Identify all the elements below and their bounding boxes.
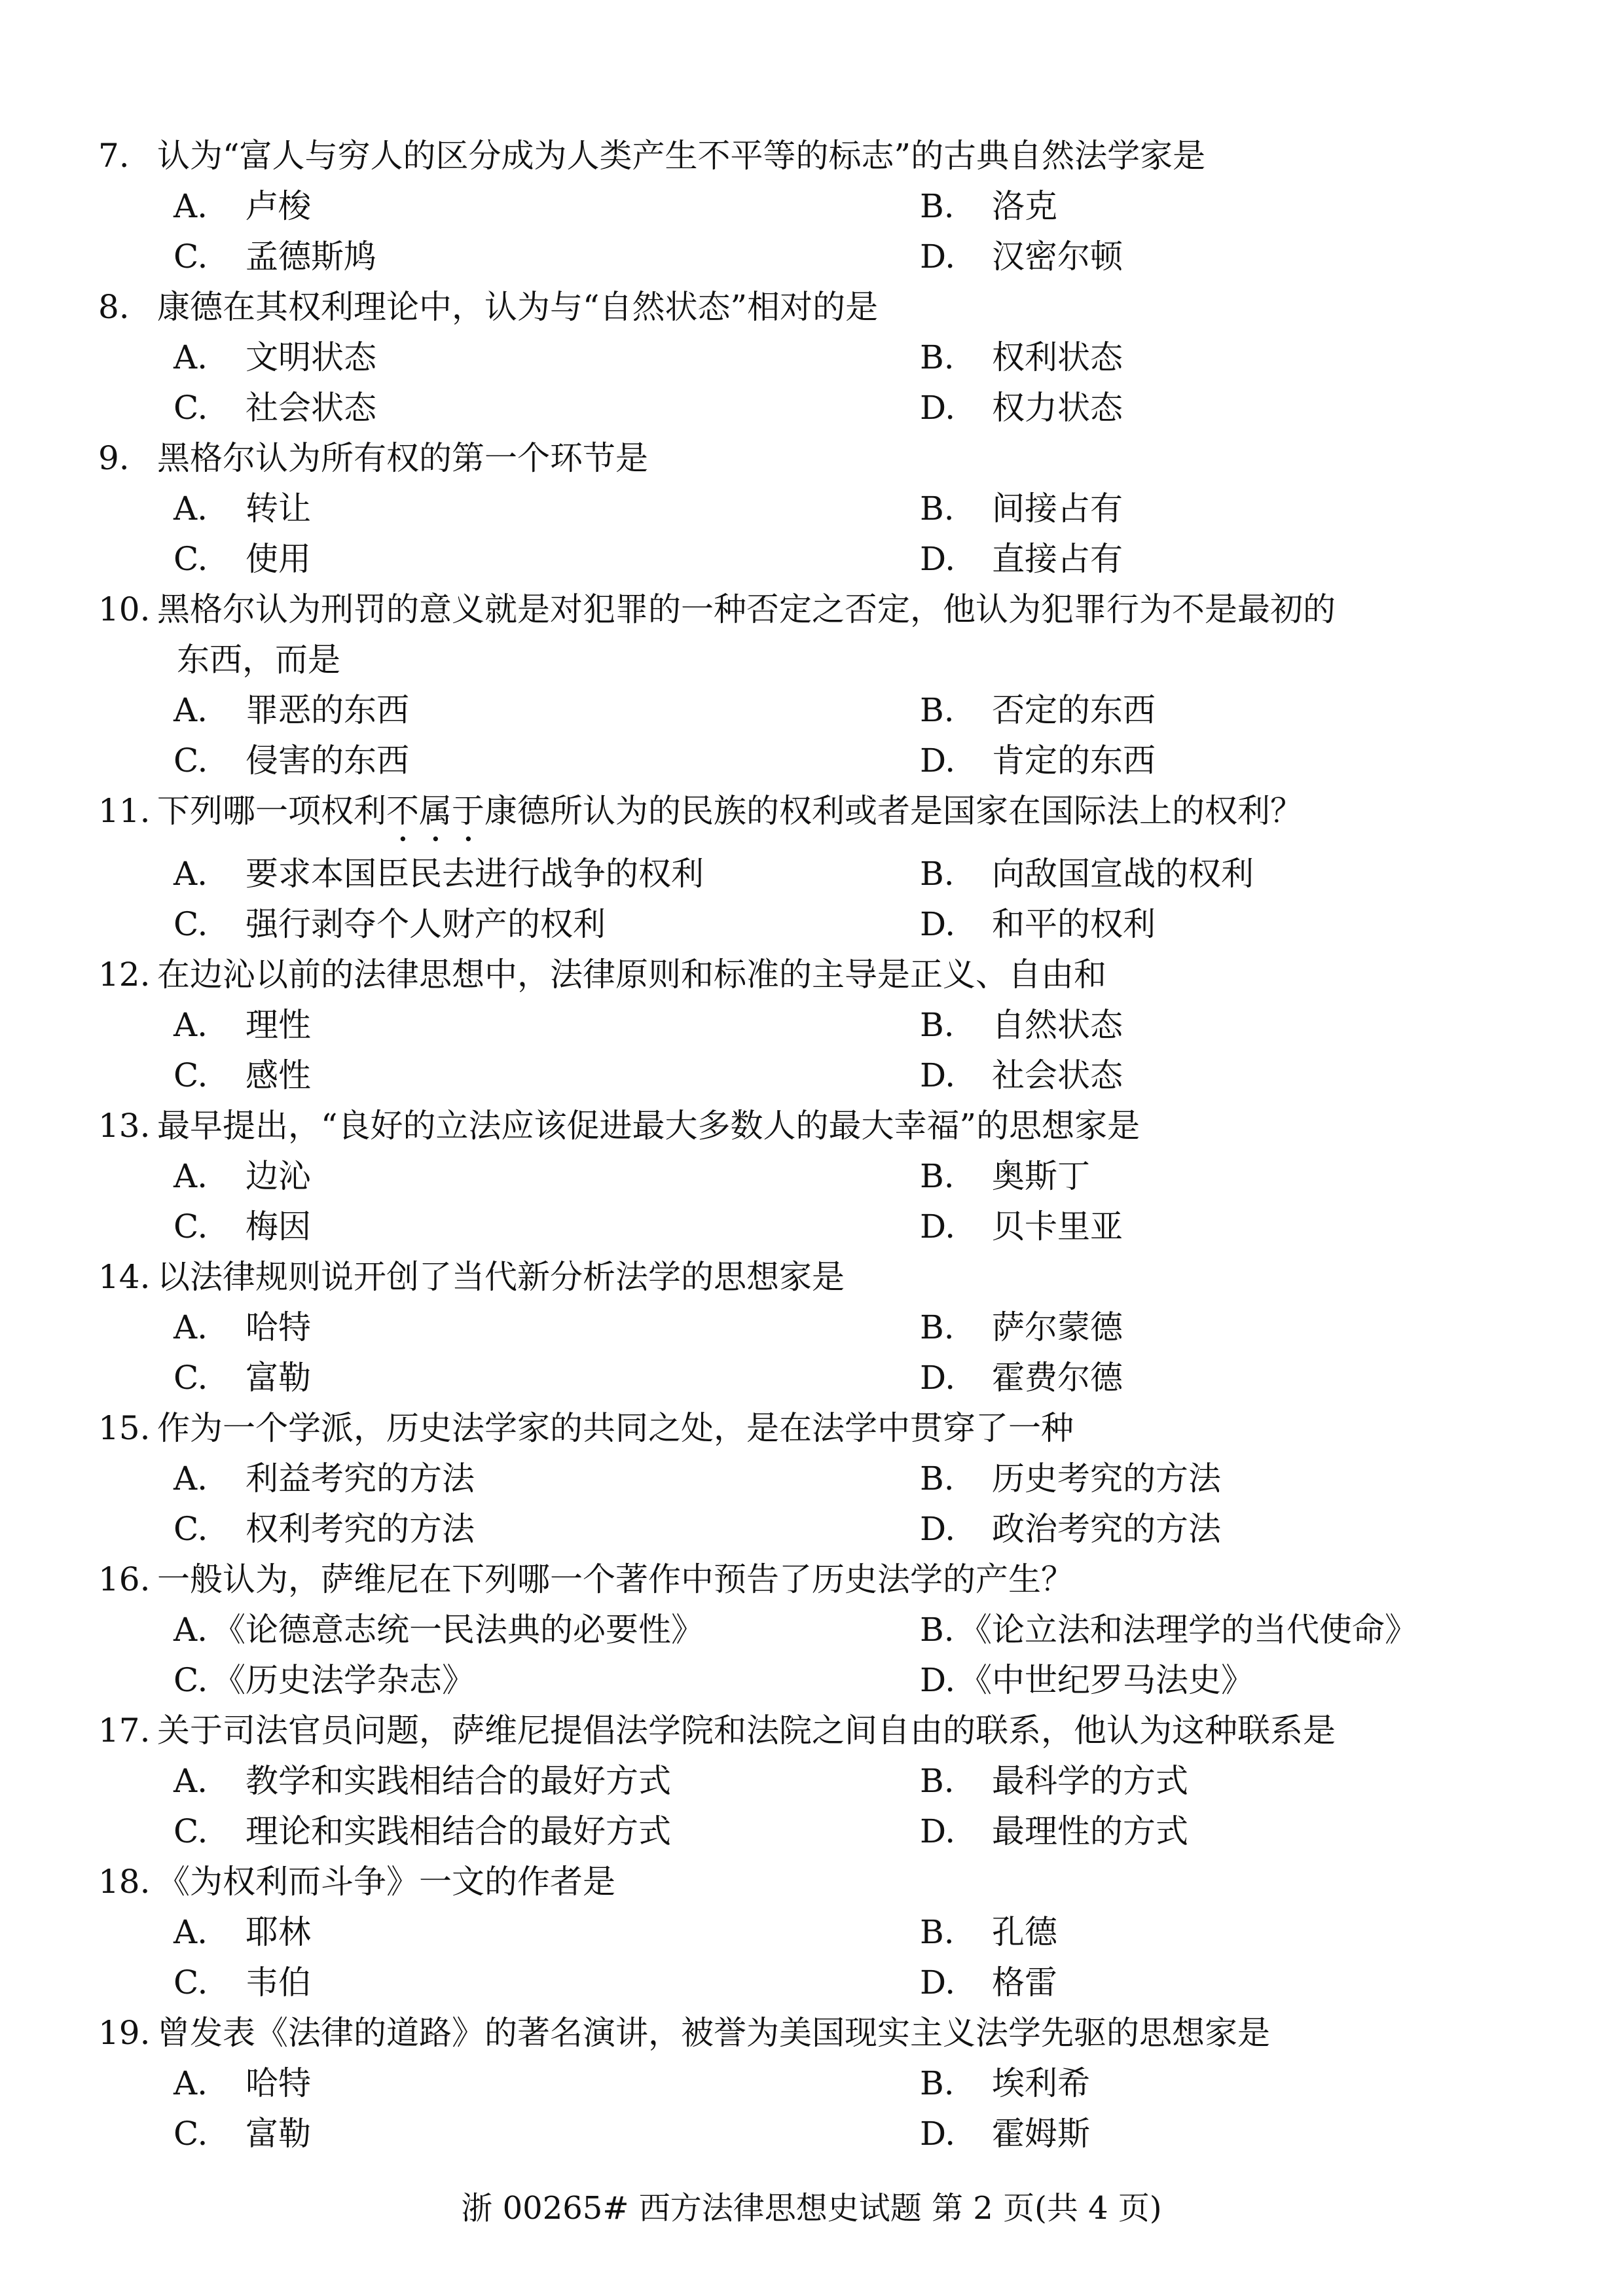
- option-letter: B.: [920, 1913, 955, 1951]
- question-text: 关于司法官员问题，萨维尼提倡法学院和法院之间自由的联系，他认为这种联系是: [157, 1712, 1336, 1749]
- option-text: 《历史法学杂志》: [213, 1661, 475, 1699]
- option-letter: A.: [173, 1460, 208, 1498]
- option-c: [173, 1050, 920, 1101]
- option-a: [173, 484, 920, 534]
- exam-page: [98, 131, 1525, 2159]
- option-text: 萨尔蒙德: [992, 1308, 1123, 1346]
- question-text: 黑格尔认为所有权的第一个环节是: [157, 439, 648, 477]
- option-b: [920, 1151, 1601, 1202]
- question-12: [98, 950, 1525, 1101]
- option-letter: B.: [920, 1308, 955, 1346]
- option-letter: B.: [920, 1006, 955, 1044]
- option-c: [173, 232, 920, 282]
- option-text: 哈特: [246, 1308, 311, 1346]
- option-text: 直接占有: [992, 540, 1123, 578]
- option-text: 使用: [246, 540, 311, 578]
- option-letter: C.: [173, 1359, 208, 1397]
- question-number: 9.: [98, 439, 130, 477]
- question-9: [98, 433, 1525, 584]
- option-c: [173, 736, 920, 786]
- option-letter: D.: [920, 905, 956, 943]
- option-text: 韦伯: [246, 1964, 311, 2001]
- question-text: 康德在其权利理论中，认为与“自然状态”相对的是: [157, 288, 879, 326]
- option-text: 社会状态: [992, 1056, 1123, 1094]
- question-11: [98, 786, 1525, 950]
- option-d: [920, 1504, 1601, 1554]
- question-text: 曾发表《法律的道路》的著名演讲，被誉为美国现实主义法学先驱的思想家是: [157, 2014, 1270, 2052]
- option-letter: A.: [173, 1913, 208, 1951]
- option-letter: D.: [920, 1510, 956, 1548]
- option-letter: A.: [173, 691, 208, 729]
- question-number: 14.: [98, 1258, 151, 1296]
- option-text: 富勒: [246, 1359, 311, 1397]
- option-text: 奥斯丁: [992, 1157, 1090, 1195]
- option-d: [920, 1353, 1601, 1403]
- option-letter: B.: [920, 1157, 955, 1195]
- option-b: [920, 1756, 1601, 1806]
- question-text: 认为“富人与穷人的区分成为人类产生不平等的标志”的古典自然法学家是: [157, 137, 1206, 175]
- option-letter: D.: [920, 1359, 956, 1397]
- option-letter: A.: [173, 1611, 208, 1649]
- option-letter: D.: [920, 540, 956, 578]
- option-d: [920, 1806, 1601, 1857]
- question-18: [98, 1857, 1525, 2008]
- option-c: [173, 383, 920, 433]
- option-text: 《中世纪罗马法史》: [959, 1661, 1254, 1699]
- question-number: 18.: [98, 1863, 151, 1901]
- option-a: [173, 685, 920, 736]
- question-number: 17.: [98, 1712, 151, 1749]
- option-b: [920, 2058, 1601, 2109]
- option-text: 孟德斯鸠: [246, 238, 376, 276]
- question-16: [98, 1554, 1525, 1706]
- question-text-post: 康德所认为的民族的权利或者是国家在国际法上的权利？: [484, 792, 1303, 830]
- question-text: 在边沁以前的法律思想中，法律原则和标准的主导是正义、自由和: [157, 956, 1106, 994]
- option-d: [920, 1202, 1601, 1252]
- option-letter: C.: [173, 1964, 208, 2001]
- option-text: 理性: [246, 1006, 311, 1044]
- option-text: 历史考究的方法: [992, 1460, 1221, 1498]
- emphasized-text: 不属于: [386, 792, 484, 830]
- option-letter: A.: [173, 187, 208, 225]
- option-d: [920, 1050, 1601, 1101]
- question-text: 一般认为，萨维尼在下列哪一个著作中预告了历史法学的产生？: [157, 1560, 1074, 1598]
- option-letter: A.: [173, 1762, 208, 1800]
- question-number: 10.: [98, 590, 151, 628]
- option-letter: C.: [173, 389, 208, 427]
- option-letter: D.: [920, 2115, 956, 2153]
- option-d: [920, 232, 1601, 282]
- option-letter: A.: [173, 1308, 208, 1346]
- option-text: 否定的东西: [992, 691, 1156, 729]
- option-a: [173, 2058, 920, 2109]
- option-c: [173, 1353, 920, 1403]
- option-d: [920, 899, 1601, 950]
- option-text: 权力状态: [992, 389, 1123, 427]
- option-letter: C.: [173, 742, 208, 780]
- option-a: [173, 1151, 920, 1202]
- option-text: 《论立法和法理学的当代使命》: [959, 1611, 1417, 1649]
- question-text-continued: 东西，而是: [177, 641, 340, 679]
- option-text: 梅因: [246, 1208, 311, 1246]
- option-text: 权利状态: [992, 338, 1123, 376]
- option-letter: B.: [920, 1611, 955, 1649]
- question-number: 13.: [98, 1107, 151, 1145]
- option-letter: A.: [173, 2064, 208, 2102]
- option-letter: C.: [173, 1208, 208, 1246]
- question-text: 《为权利而斗争》一文的作者是: [157, 1863, 615, 1901]
- question-number: 19.: [98, 2014, 151, 2052]
- option-letter: A.: [173, 338, 208, 376]
- option-a: [173, 181, 920, 232]
- option-text: 利益考究的方法: [246, 1460, 475, 1498]
- option-c: [173, 534, 920, 584]
- option-letter: D.: [920, 238, 956, 276]
- option-letter: C.: [173, 905, 208, 943]
- option-d: [920, 534, 1601, 584]
- option-b: [920, 181, 1601, 232]
- option-text: 贝卡里亚: [992, 1208, 1123, 1246]
- option-letter: B.: [920, 1762, 955, 1800]
- option-letter: C.: [173, 2115, 208, 2153]
- question-number: 15.: [98, 1409, 151, 1447]
- option-letter: A.: [173, 1157, 208, 1195]
- option-letter: C.: [173, 540, 208, 578]
- option-text: 感性: [246, 1056, 311, 1094]
- option-letter: C.: [173, 238, 208, 276]
- option-text: 洛克: [992, 187, 1057, 225]
- option-b: [920, 332, 1601, 383]
- option-d: [920, 1655, 1601, 1706]
- option-text: 最科学的方式: [992, 1762, 1188, 1800]
- question-19: [98, 2008, 1525, 2159]
- question-text: 黑格尔认为刑罚的意义就是对犯罪的一种否定之否定，他认为犯罪行为不是最初的: [157, 590, 1336, 628]
- option-d: [920, 383, 1601, 433]
- option-text: 卢梭: [246, 187, 311, 225]
- option-text: 政治考究的方法: [992, 1510, 1221, 1548]
- option-a: [173, 1605, 920, 1655]
- question-13: [98, 1101, 1525, 1252]
- option-text: 和平的权利: [992, 905, 1156, 943]
- option-letter: A.: [173, 490, 208, 528]
- option-letter: C.: [173, 1661, 208, 1699]
- option-b: [920, 1605, 1601, 1655]
- option-d: [920, 1958, 1601, 2008]
- option-letter: D.: [920, 1812, 956, 1850]
- option-text: 《论德意志统一民法典的必要性》: [213, 1611, 704, 1649]
- option-text: 社会状态: [246, 389, 376, 427]
- option-text: 理论和实践相结合的最好方式: [246, 1812, 671, 1850]
- option-letter: D.: [920, 1661, 956, 1699]
- question-text: 最早提出，“良好的立法应该促进最大多数人的最大幸福”的思想家是: [157, 1107, 1140, 1145]
- option-a: [173, 1756, 920, 1806]
- option-text: 向敌国宣战的权利: [992, 855, 1254, 893]
- option-c: [173, 2109, 920, 2159]
- option-text: 强行剥夺个人财产的权利: [246, 905, 606, 943]
- option-text: 哈特: [246, 2064, 311, 2102]
- question-number: 12.: [98, 956, 151, 994]
- option-d: [920, 2109, 1601, 2159]
- question-10: [98, 584, 1525, 786]
- question-14: [98, 1252, 1525, 1403]
- option-text: 间接占有: [992, 490, 1123, 528]
- option-a: [173, 849, 920, 899]
- option-letter: C.: [173, 1510, 208, 1548]
- option-b: [920, 1907, 1601, 1958]
- option-letter: C.: [173, 1056, 208, 1094]
- option-c: [173, 1655, 920, 1706]
- option-c: [173, 1806, 920, 1857]
- option-b: [920, 1454, 1601, 1504]
- question-number: 16.: [98, 1560, 151, 1598]
- option-letter: B.: [920, 691, 955, 729]
- page-footer: 浙 00265# 西方法律思想史试题 第 2 页(共 4 页): [461, 2190, 1162, 2227]
- option-text: 汉密尔顿: [992, 238, 1123, 276]
- option-letter: C.: [173, 1812, 208, 1850]
- option-text: 富勒: [246, 2115, 311, 2153]
- option-text: 自然状态: [992, 1006, 1123, 1044]
- option-text: 霍费尔德: [992, 1359, 1123, 1397]
- question-17: [98, 1706, 1525, 1857]
- option-letter: B.: [920, 187, 955, 225]
- option-text: 格雷: [992, 1964, 1057, 2001]
- option-text: 孔德: [992, 1913, 1057, 1951]
- question-number: 7.: [98, 137, 130, 175]
- option-letter: D.: [920, 389, 956, 427]
- option-letter: D.: [920, 1208, 956, 1246]
- option-letter: B.: [920, 1460, 955, 1498]
- option-b: [920, 484, 1601, 534]
- option-letter: B.: [920, 855, 955, 893]
- option-c: [173, 1504, 920, 1554]
- question-text-pre: 下列哪一项权利: [157, 792, 386, 830]
- option-text: 肯定的东西: [992, 742, 1156, 780]
- option-text: 耶林: [246, 1913, 311, 1951]
- option-c: [173, 1202, 920, 1252]
- option-a: [173, 1907, 920, 1958]
- option-a: [173, 1000, 920, 1050]
- option-text: 权利考究的方法: [246, 1510, 475, 1548]
- option-letter: D.: [920, 1964, 956, 2001]
- option-text: 埃利希: [992, 2064, 1090, 2102]
- option-text: 要求本国臣民去进行战争的权利: [246, 855, 704, 893]
- option-b: [920, 849, 1601, 899]
- question-8: [98, 282, 1525, 433]
- option-letter: B.: [920, 2064, 955, 2102]
- option-text: 侵害的东西: [246, 742, 409, 780]
- option-text: 罪恶的东西: [246, 691, 409, 729]
- option-letter: A.: [173, 1006, 208, 1044]
- option-b: [920, 685, 1601, 736]
- question-text: 以法律规则说开创了当代新分析法学的思想家是: [157, 1258, 845, 1296]
- option-a: [173, 1302, 920, 1353]
- option-d: [920, 736, 1601, 786]
- option-text: 霍姆斯: [992, 2115, 1090, 2153]
- question-15: [98, 1403, 1525, 1554]
- question-number: 11.: [98, 792, 151, 830]
- option-letter: B.: [920, 338, 955, 376]
- option-text: 转让: [246, 490, 311, 528]
- option-c: [173, 899, 920, 950]
- option-letter: D.: [920, 1056, 956, 1094]
- option-letter: B.: [920, 490, 955, 528]
- question-7: [98, 131, 1525, 282]
- option-letter: A.: [173, 855, 208, 893]
- option-text: 文明状态: [246, 338, 376, 376]
- option-b: [920, 1000, 1601, 1050]
- question-text: 作为一个学派，历史法学家的共同之处，是在法学中贯穿了一种: [157, 1409, 1074, 1447]
- option-text: 边沁: [246, 1157, 311, 1195]
- option-a: [173, 1454, 920, 1504]
- option-a: [173, 332, 920, 383]
- option-letter: D.: [920, 742, 956, 780]
- option-text: 教学和实践相结合的最好方式: [246, 1762, 671, 1800]
- question-text: [157, 786, 1525, 849]
- option-text: 最理性的方式: [992, 1812, 1188, 1850]
- option-b: [920, 1302, 1601, 1353]
- question-number: 8.: [98, 288, 130, 326]
- option-c: [173, 1958, 920, 2008]
